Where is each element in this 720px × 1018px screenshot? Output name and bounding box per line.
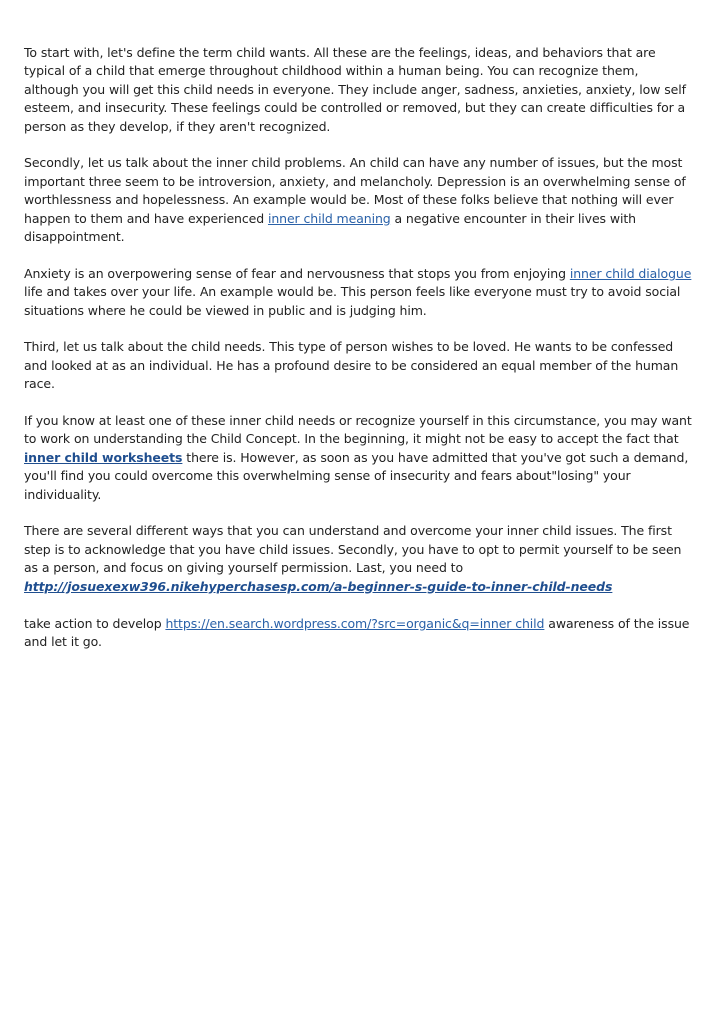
paragraph-text-before: There are several different ways that you can understand and overcome your inner child issues. The first step is to acknowledge that you have child issues. Secondly, you have to opt to permit yourself to be seen as a person, and focus on giving yourself permission. Last, you need to: [24, 523, 682, 576]
paragraph-text-before: Anxiety is an overpowering sense of fear and nervousness that stops you from enjoying: [24, 265, 570, 281]
paragraph-overcome-issues: [24, 522, 696, 596]
inner-child-meaning-link[interactable]: inner child meaning: [267, 210, 391, 226]
paragraph-text: Third, let us talk about the child needs. This type of person wishes to be loved. He wants to be confessed and looked at as an individual. He has a profound desire to be considered an equal member of the human race.: [24, 339, 679, 392]
paragraph-inner-child-problems: [24, 154, 696, 246]
paragraph-text-before: take action to develop: [24, 615, 166, 631]
inner-child-dialogue-link[interactable]: inner child dialogue: [569, 265, 692, 281]
beginners-guide-url-link[interactable]: http://josuexexw396.nikehyperchasesp.com/a-beginner-s-guide-to-inner-child-needs: [24, 578, 613, 594]
paragraph-child-concept: [24, 412, 696, 504]
paragraph-text-before: Secondly, let us talk about the inner child problems. An child can have any number of issues, but the most important three seem to be introversion, anxiety, and melancholy. Depression is an overwhelming sense of worthlessness and hopelessness. An example would be. Most of these folks believe that nothing will ever happen to them and have experienced: [24, 155, 686, 226]
paragraph-text: To start with, let's define the term child wants. All these are the feelings, ideas, and behaviors that are typical of a child that emerge throughout childhood within a human being. You can recognize them, although you will get this child needs in everyone. They include anger, sadness, anxieties, anxiety, low self esteem, and insecurity. These feelings could be controlled or removed, but they can create difficulties for a person as they develop, if they aren't recognized.: [24, 45, 686, 134]
paragraph-text-after: a negative encounter in their lives with disappointment.: [24, 210, 636, 245]
inner-child-worksheets-link[interactable]: inner child worksheets: [24, 449, 183, 465]
paragraph-text-after: awareness of the issue and let it go.: [24, 615, 690, 649]
wordpress-search-url-link[interactable]: https://en.search.wordpress.com/?src=organic&q=inner child: [165, 615, 545, 631]
document-body: [24, 44, 696, 670]
paragraph-child-wants: [24, 44, 696, 136]
paragraph-text-before: If you know at least one of these inner child needs or recognize yourself in this circumstance, you may want to work on understanding the Child Concept. In the beginning, it might not be easy to accept the fact that: [24, 413, 692, 447]
paragraph-text-after: life and takes over your life. An example would be. This person feels like everyone must try to avoid social situations where he could be viewed in public and is judging him.: [24, 284, 681, 318]
paragraph-child-needs: [24, 338, 696, 393]
paragraph-take-action: [24, 615, 696, 652]
paragraph-anxiety: [24, 265, 696, 320]
paragraph-text-after: there is. However, as soon as you have admitted that you've got such a demand, you'll find you could overcome this overwhelming sense of insecurity and fears about"losing" your individuality.: [24, 449, 689, 502]
